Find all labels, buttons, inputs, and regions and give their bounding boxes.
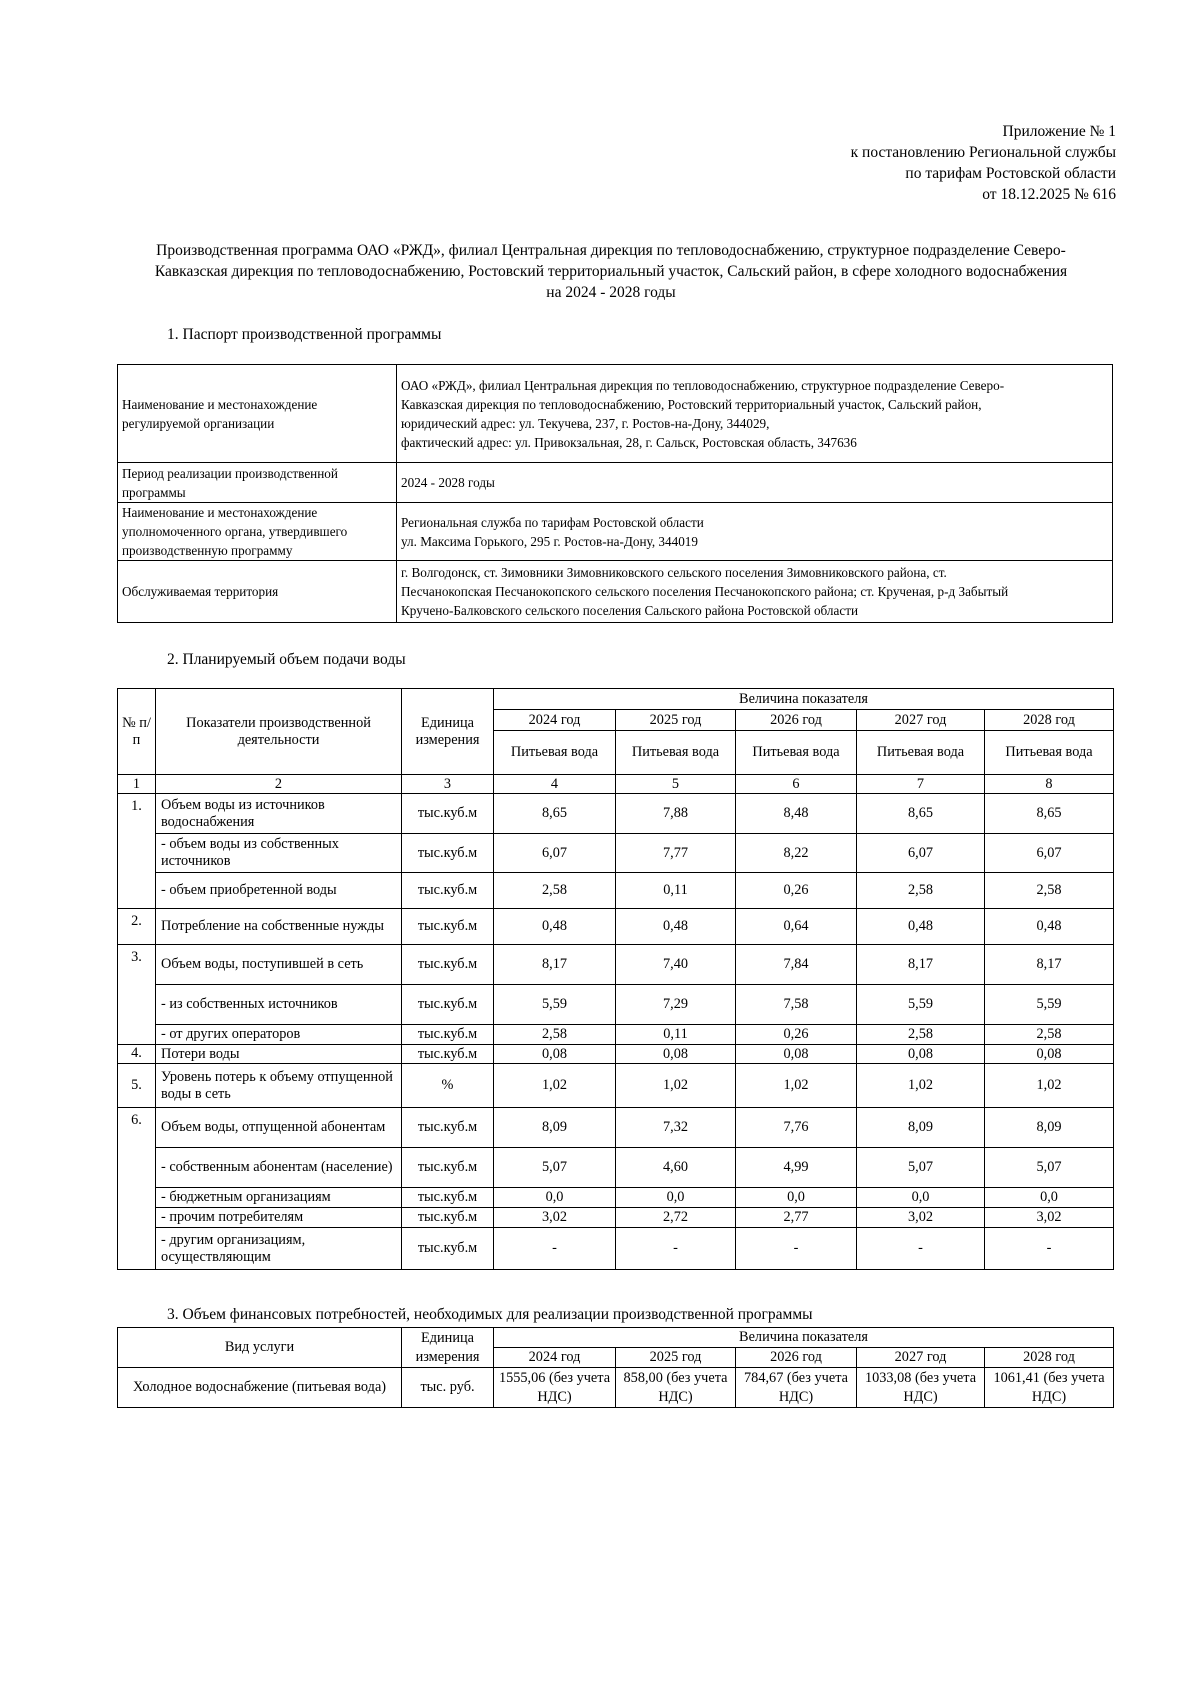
row-value: 2,72 <box>616 1208 736 1228</box>
row-number <box>118 1025 156 1045</box>
row-indicator: - объем приобретенной воды <box>156 873 402 909</box>
row-indicator: - другим организациям, осуществляющим <box>156 1228 402 1270</box>
column-number: 5 <box>616 775 736 794</box>
row-value: 0,26 <box>736 1025 857 1045</box>
row-number <box>118 1148 156 1188</box>
row-indicator: Объем воды из источников водоснабжения <box>156 794 402 834</box>
row-value: 1061,41 (без учета НДС) <box>985 1368 1114 1408</box>
table-row <box>118 834 1114 873</box>
row-unit: тыс.куб.м <box>402 794 494 834</box>
column-number-row <box>118 775 1114 794</box>
table-row <box>118 561 1113 623</box>
row-number: 1. <box>118 794 156 834</box>
table-row <box>118 1064 1114 1108</box>
header-value-group: Величина показателя <box>494 689 1114 710</box>
row-unit: тыс.куб.м <box>402 1208 494 1228</box>
title-line: Кавказская дирекция по тепловодоснабжению, Ростовский территориальный участок, Сальский район, в сфере холодного водоснабжения <box>154 263 1068 280</box>
table-row <box>118 1025 1114 1045</box>
table-row <box>118 909 1114 945</box>
row-value: - <box>616 1228 736 1270</box>
row-value: 0,48 <box>857 909 985 945</box>
table-row <box>118 1188 1114 1208</box>
value-line: Кавказская дирекция по тепловодоснабжению, Ростовский территориальный участок, Сальский район, <box>401 396 982 412</box>
header-year: 2028 год <box>985 710 1114 731</box>
header-unit: Единица измерения <box>402 689 494 775</box>
row-value: 784,67 (без учета НДС) <box>736 1368 857 1408</box>
row-value: 7,77 <box>616 834 736 873</box>
table-row <box>118 873 1114 909</box>
row-value: 0,08 <box>494 1045 616 1064</box>
row-number <box>118 834 156 873</box>
row-value: 1,02 <box>736 1064 857 1108</box>
row-value: 0,08 <box>857 1045 985 1064</box>
table-row <box>118 1045 1114 1064</box>
header-year: 2025 год <box>616 710 736 731</box>
header-water: Питьевая вода <box>494 731 616 775</box>
header-year: 2027 год <box>857 710 985 731</box>
section1-heading: 1. Паспорт производственной программы <box>167 326 442 343</box>
passport-value <box>397 561 1113 623</box>
passport-label: Период реализации производственной программы <box>118 463 397 503</box>
table-row <box>118 1148 1114 1188</box>
passport-value <box>397 365 1113 463</box>
row-value: 858,00 (без учета НДС) <box>616 1368 736 1408</box>
row-indicator: Объем воды, поступившей в сеть <box>156 945 402 985</box>
table-row <box>118 503 1113 561</box>
row-value: 7,88 <box>616 794 736 834</box>
table-row <box>118 945 1114 985</box>
row-value: 6,07 <box>985 834 1114 873</box>
row-service: Холодное водоснабжение (питьевая вода) <box>118 1368 402 1408</box>
title-line: на 2024 - 2028 годы <box>546 284 676 301</box>
header-no: № п/п <box>118 689 156 775</box>
row-value: 8,65 <box>857 794 985 834</box>
header-value-group: Величина показателя <box>494 1328 1114 1348</box>
row-value: 3,02 <box>494 1208 616 1228</box>
row-value: 3,02 <box>857 1208 985 1228</box>
table-row <box>118 794 1114 834</box>
row-number: 2. <box>118 909 156 945</box>
row-value: 0,26 <box>736 873 857 909</box>
appendix-line: по тарифам Ростовской области <box>905 165 1116 182</box>
row-unit: тыс.куб.м <box>402 834 494 873</box>
row-value: 7,40 <box>616 945 736 985</box>
row-value: 5,07 <box>985 1148 1114 1188</box>
table-row <box>118 1368 1114 1408</box>
header-water: Питьевая вода <box>616 731 736 775</box>
row-value: 1555,06 (без учета НДС) <box>494 1368 616 1408</box>
value-line: 2024 - 2028 годы <box>401 475 495 490</box>
column-number: 1 <box>118 775 156 794</box>
row-value: - <box>494 1228 616 1270</box>
row-value: 6,07 <box>857 834 985 873</box>
row-number <box>118 873 156 909</box>
header-year: 2024 год <box>494 710 616 731</box>
value-line: Кручено-Балковского сельского поселения Сальского района Ростовской области <box>401 603 859 618</box>
table-row <box>118 463 1113 503</box>
row-indicator: - из собственных источников <box>156 985 402 1025</box>
header-indicator: Показатели производственной деятельности <box>156 689 402 775</box>
row-value: 2,58 <box>985 1025 1114 1045</box>
section2-heading: 2. Планируемый объем подачи воды <box>167 651 406 668</box>
table-header-row <box>118 689 1114 710</box>
row-indicator: - от других операторов <box>156 1025 402 1045</box>
row-value: 2,58 <box>494 1025 616 1045</box>
row-unit: тыс.куб.м <box>402 1108 494 1148</box>
row-value: 4,60 <box>616 1148 736 1188</box>
appendix-line: Приложение № 1 <box>1002 123 1116 140</box>
row-value: - <box>736 1228 857 1270</box>
passport-table <box>117 364 1113 623</box>
row-value: 4,99 <box>736 1148 857 1188</box>
row-unit: тыс. руб. <box>402 1368 494 1408</box>
row-value: 2,58 <box>985 873 1114 909</box>
row-value: 1033,08 (без учета НДС) <box>857 1368 985 1408</box>
row-number <box>118 1188 156 1208</box>
column-number: 4 <box>494 775 616 794</box>
row-value: 0,48 <box>985 909 1114 945</box>
row-value: 0,64 <box>736 909 857 945</box>
value-line: юридический адрес: ул. Текучева, 237, г. Ростов-на-Дону, 344029, <box>401 415 770 431</box>
row-value: 8,48 <box>736 794 857 834</box>
row-unit: % <box>402 1064 494 1108</box>
table-row <box>118 1108 1114 1148</box>
row-number <box>118 1228 156 1270</box>
passport-label: Наименование и местонахождение уполномоченного органа, утвердившего производственную программу <box>118 503 397 561</box>
row-number: 6. <box>118 1108 156 1148</box>
row-value: 0,11 <box>616 1025 736 1045</box>
table-row <box>118 1208 1114 1228</box>
row-value: 1,02 <box>857 1064 985 1108</box>
row-value: 8,09 <box>494 1108 616 1148</box>
row-number: 4. <box>118 1045 156 1064</box>
header-unit: Единица измерения <box>402 1328 494 1368</box>
row-value: 6,07 <box>494 834 616 873</box>
row-indicator: - объем воды из собственных источников <box>156 834 402 873</box>
header-water: Питьевая вода <box>857 731 985 775</box>
row-value: 8,22 <box>736 834 857 873</box>
column-number: 8 <box>985 775 1114 794</box>
row-value: 3,02 <box>985 1208 1114 1228</box>
value-line: Региональная служба по тарифам Ростовской области <box>401 514 704 530</box>
header-water: Питьевая вода <box>985 731 1114 775</box>
row-number: 3. <box>118 945 156 985</box>
row-value: 5,07 <box>857 1148 985 1188</box>
row-unit: тыс.куб.м <box>402 945 494 985</box>
table-row <box>118 1228 1114 1270</box>
row-value: 7,58 <box>736 985 857 1025</box>
row-value: 8,09 <box>985 1108 1114 1148</box>
row-value: 1,02 <box>494 1064 616 1108</box>
row-value: 1,02 <box>985 1064 1114 1108</box>
row-number <box>118 1208 156 1228</box>
row-indicator: Уровень потерь к объему отпущенной воды в сеть <box>156 1064 402 1108</box>
row-value: 2,77 <box>736 1208 857 1228</box>
appendix-line: от 18.12.2025 № 616 <box>982 186 1116 203</box>
row-value: 0,0 <box>616 1188 736 1208</box>
header-year: 2024 год <box>494 1348 616 1368</box>
row-value: 7,84 <box>736 945 857 985</box>
row-unit: тыс.куб.м <box>402 985 494 1025</box>
row-indicator: - прочим потребителям <box>156 1208 402 1228</box>
value-line: Песчанокопская Песчанокопского сельского поселения Песчанокопского района; ст. Крученая, р-д Забытый <box>401 584 1009 599</box>
table-header-row <box>118 1328 1114 1348</box>
header-water: Питьевая вода <box>736 731 857 775</box>
row-value: 8,17 <box>494 945 616 985</box>
passport-label: Наименование и местонахождение регулируемой организации <box>118 365 397 463</box>
row-value: 2,58 <box>857 1025 985 1045</box>
row-unit: тыс.куб.м <box>402 1148 494 1188</box>
row-value: 0,0 <box>985 1188 1114 1208</box>
row-value: 5,07 <box>494 1148 616 1188</box>
row-value: 7,32 <box>616 1108 736 1148</box>
header-service: Вид услуги <box>118 1328 402 1368</box>
row-value: 7,76 <box>736 1108 857 1148</box>
row-value: 8,09 <box>857 1108 985 1148</box>
row-unit: тыс.куб.м <box>402 909 494 945</box>
value-line: ул. Максима Горького, 295 г. Ростов-на-Дону, 344019 <box>401 533 698 549</box>
row-number: 5. <box>118 1064 156 1108</box>
row-value: 8,65 <box>985 794 1114 834</box>
row-value: 0,0 <box>857 1188 985 1208</box>
row-value: 5,59 <box>985 985 1114 1025</box>
column-number: 2 <box>156 775 402 794</box>
row-value: 0,08 <box>985 1045 1114 1064</box>
row-unit: тыс.куб.м <box>402 1025 494 1045</box>
row-indicator: Потребление на собственные нужды <box>156 909 402 945</box>
column-number: 3 <box>402 775 494 794</box>
header-year: 2026 год <box>736 1348 857 1368</box>
header-year: 2026 год <box>736 710 857 731</box>
water-volume-table <box>117 688 1114 1270</box>
row-indicator: - собственным абонентам (население) <box>156 1148 402 1188</box>
row-unit: тыс.куб.м <box>402 873 494 909</box>
passport-label: Обслуживаемая территория <box>118 561 397 623</box>
row-value: 8,65 <box>494 794 616 834</box>
header-year: 2028 год <box>985 1348 1114 1368</box>
row-indicator: Потери воды <box>156 1045 402 1064</box>
passport-value <box>397 503 1113 561</box>
column-number: 6 <box>736 775 857 794</box>
row-unit: тыс.куб.м <box>402 1045 494 1064</box>
appendix-line: к постановлению Региональной службы <box>850 144 1116 161</box>
row-value: 0,48 <box>494 909 616 945</box>
header-year: 2025 год <box>616 1348 736 1368</box>
passport-value <box>397 463 1113 503</box>
value-line: ОАО «РЖД», филиал Центральная дирекция по тепловодоснабжению, структурное подразделение Северо- <box>401 377 1005 393</box>
row-value: 0,11 <box>616 873 736 909</box>
finance-table <box>117 1327 1114 1408</box>
row-value: - <box>985 1228 1114 1270</box>
row-indicator: - бюджетным организациям <box>156 1188 402 1208</box>
table-row <box>118 985 1114 1025</box>
value-line: фактический адрес: ул. Привокзальная, 28, г. Сальск, Ростовская область, 347636 <box>401 434 857 450</box>
row-value: 0,48 <box>616 909 736 945</box>
row-value: - <box>857 1228 985 1270</box>
row-value: 5,59 <box>857 985 985 1025</box>
row-value: 2,58 <box>857 873 985 909</box>
document-title <box>116 240 1106 303</box>
row-value: 0,0 <box>736 1188 857 1208</box>
row-unit: тыс.куб.м <box>402 1188 494 1208</box>
row-number <box>118 985 156 1025</box>
row-value: 7,29 <box>616 985 736 1025</box>
value-line: г. Волгодонск, ст. Зимовники Зимовниковского сельского поселения Зимовниковского района, ст. <box>401 565 947 580</box>
title-line: Производственная программа ОАО «РЖД», филиал Центральная дирекция по тепловодоснабжению, структурное подразделение Северо- <box>156 242 1066 259</box>
row-indicator: Объем воды, отпущенной абонентам <box>156 1108 402 1148</box>
column-number: 7 <box>857 775 985 794</box>
row-value: 2,58 <box>494 873 616 909</box>
row-unit: тыс.куб.м <box>402 1228 494 1270</box>
row-value: 0,08 <box>736 1045 857 1064</box>
header-year: 2027 год <box>857 1348 985 1368</box>
table-row <box>118 365 1113 463</box>
row-value: 8,17 <box>857 945 985 985</box>
row-value: 5,59 <box>494 985 616 1025</box>
row-value: 1,02 <box>616 1064 736 1108</box>
row-value: 0,08 <box>616 1045 736 1064</box>
row-value: 0,0 <box>494 1188 616 1208</box>
row-value: 8,17 <box>985 945 1114 985</box>
appendix-block <box>851 121 1116 205</box>
section3-heading: 3. Объем финансовых потребностей, необходимых для реализации производственной программы <box>167 1306 813 1323</box>
